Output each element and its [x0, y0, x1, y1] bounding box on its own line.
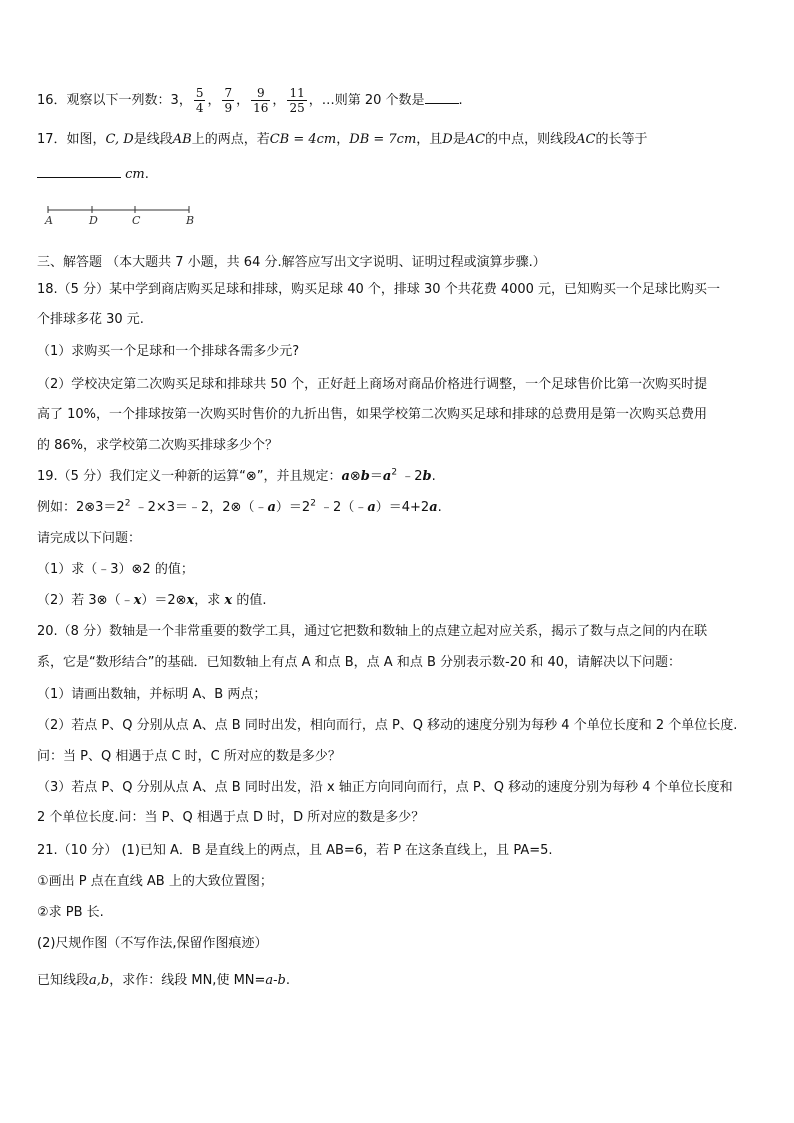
q17-line: 17．如图，C, D是线段AB上的两点，若CB = 4cm，DB = 7cm，且D是AC的中点，则线段AC的长等于: [37, 132, 648, 147]
q19-line-4: （1）求（﹣3）⊗2 的值；: [37, 562, 194, 577]
label-b: B: [186, 214, 195, 226]
q18-line-4: （2）学校决定第二次购买足球和排球共 50 个，正好赶上商场对商品价格进行调整，一个足球售价比第一次购买时提: [37, 377, 708, 392]
q20-line-4: （2）若点 P、Q 分别从点 A、点 B 同时出发，相向而行，点 P、Q 移动的速度分别为每秒 4 个单位长度和 2 个单位长度.: [37, 718, 738, 733]
q19-line-3: 请完成以下问题：: [37, 531, 142, 546]
label-a: A: [45, 214, 53, 226]
q20-line-3: （1）请画出数轴，并标明 A、B 两点；: [37, 687, 267, 702]
q20-line-5: 问：当 P、Q 相遇于点 C 时，C 所对应的数是多少？: [37, 749, 341, 764]
q21-line-2: ①画出 P 点在直线 AB 上的大致位置图；: [37, 874, 273, 889]
q16-tail: ，…则第 20 个数是: [308, 93, 425, 108]
q16-frac-4: $\frac{11}{25}$: [289, 86, 305, 115]
section-3-heading: 三、解答题 （本大题共 7 小题，共 64 分.解答应写出文字说明、证明过程或演算步骤.）: [37, 255, 546, 270]
q21-line-5: 已知线段a,b，求作：线段 MN,使 MN=a-b.: [37, 973, 291, 988]
q20-line-2: 系，它是“数形结合”的基础．已知数轴上有点 A 和点 B，点 A 和点 B 分别表示数-20 和 40，请解决以下问题：: [37, 655, 682, 670]
q18-line-2: 个排球多花 30 元.: [37, 312, 144, 327]
q20-line-7: 2 个单位长度.问：当 P、Q 相遇于点 D 时，D 所对应的数是多少？: [37, 810, 425, 825]
q18-line-5: 高了 10%，一个排球按第一次购买时售价的九折出售，如果学校第二次购买足球和排球的总费用是第一次购买总费用: [37, 407, 708, 422]
label-c: C: [132, 214, 141, 226]
q16-line: 16．观察以下一列数：3， $\frac{5}{4}$ ， $\frac{7}{9}$ ， $\frac{9}{16}$ ， $\frac{11}{25}$ ，…则第 20 个数是 .: [37, 86, 463, 115]
q18-line-6: 的 86%，求学校第二次购买排球多少个？: [37, 438, 279, 453]
q17-answer-line: cm.: [37, 165, 149, 185]
q21-line-1: 21.（10 分） (1)已知 A．B 是直线上的两点，且 AB=6，若 P 在这条直线上，且 PA=5.: [37, 843, 553, 858]
q21-line-3: ②求 PB 长.: [37, 905, 104, 920]
q19-line-2: 例如：$2\otimes 3=2^2$ ﹣2×3＝﹣2，$2\otimes(﹣a)=2^2$ ﹣2（﹣a）＝4+2a.: [37, 498, 442, 515]
q20-line-1: 20.（8 分）数轴是一个非常重要的数学工具，通过它把数和数轴上的点建立起对应关系，揭示了数与点之间的内在联: [37, 624, 708, 639]
q18-line-3: （1）求购买一个足球和一个排球各需多少元?: [37, 344, 300, 359]
q17-answer-blank[interactable]: [37, 165, 121, 178]
label-d: D: [89, 214, 98, 226]
q16-answer-blank[interactable]: [425, 91, 459, 104]
q19-line-5: （2）若 3⊗（﹣x）＝2⊗x，求 x 的值.: [37, 593, 267, 608]
q16-frac-2: $\frac{7}{9}$: [224, 86, 233, 115]
q16-lead: 16．观察以下一列数：3，: [37, 93, 192, 108]
segment-figure: [40, 204, 200, 226]
q16-frac-1: $\frac{5}{4}$: [195, 86, 204, 115]
q20-line-6: （3）若点 P、Q 分别从点 A、点 B 同时出发，沿 x 轴正方向同向而行，点 P、Q 移动的速度分别为每秒 4 个单位长度和: [37, 780, 733, 795]
q21-line-4: (2)尺规作图（不写作法,保留作图痕迹）: [37, 936, 268, 951]
q18-line-1: 18.（5 分）某中学到商店购买足球和排球，购买足球 40 个，排球 30 个共花费 4000 元，已知购买一个足球比购买一: [37, 282, 721, 297]
q19-line-1: 19.（5 分）我们定义一种新的运算“⊗”，并且规定：$a\otimes b=a^2$ ﹣2b.: [37, 467, 436, 484]
q16-frac-3: $\frac{9}{16}$: [253, 86, 269, 115]
